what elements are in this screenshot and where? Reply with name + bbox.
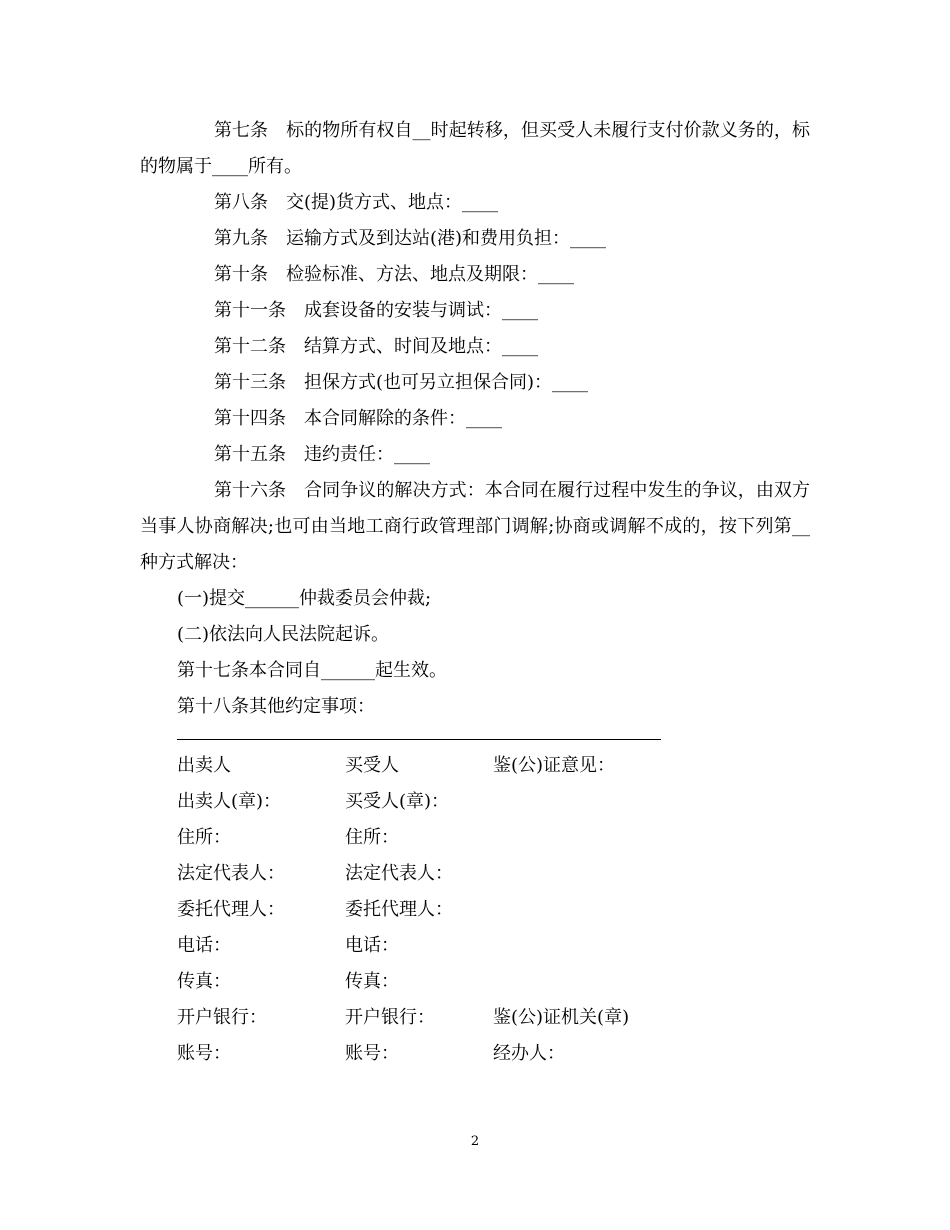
buyer-field: 传真： bbox=[345, 971, 399, 992]
article-11 bbox=[140, 293, 810, 329]
article-text: 运输方式及到达站(港)和费用负担：____ bbox=[286, 228, 607, 249]
option-arbitration: (一)提交______仲裁委员会仲裁; bbox=[177, 588, 432, 609]
article-text: 本合同解除的条件：____ bbox=[304, 408, 502, 429]
notary-field bbox=[493, 820, 693, 856]
article-9 bbox=[140, 221, 810, 257]
seller-field: 开户银行： bbox=[177, 1007, 267, 1028]
notary-field bbox=[493, 784, 693, 820]
seller-field: 住所： bbox=[177, 827, 231, 848]
article-text: 担保方式(也可另立担保合同)：____ bbox=[304, 372, 589, 393]
article-text: 违约责任：____ bbox=[304, 444, 430, 465]
notary-field bbox=[493, 892, 693, 928]
article-10 bbox=[140, 257, 810, 293]
notary-field bbox=[493, 964, 693, 1000]
page-number: 2 bbox=[470, 1134, 480, 1149]
seller-field: 法定代表人： bbox=[177, 863, 285, 884]
signature-row bbox=[177, 748, 810, 784]
article-number: 第十一条 bbox=[214, 300, 286, 321]
article-number: 第十五条 bbox=[214, 444, 286, 465]
article-number: 第十四条 bbox=[214, 408, 286, 429]
article-text: 合同争议的解决方式：本合同在履行过程中发生的争议，由双方当事人协商解决;也可由当地工商行政管理部门调解;协商或调解不成的，按下列第__种方式解决： bbox=[140, 480, 810, 573]
signature-row bbox=[177, 1000, 810, 1036]
article-14 bbox=[140, 401, 810, 437]
article-number: 第八条 bbox=[214, 192, 268, 213]
signature-row bbox=[177, 784, 810, 820]
article-17: 第十七条本合同自______起生效。 bbox=[177, 660, 447, 681]
article-15 bbox=[140, 437, 810, 473]
contract-body bbox=[140, 113, 810, 1072]
notary-field bbox=[493, 856, 693, 892]
article-13 bbox=[140, 365, 810, 401]
notary-field bbox=[493, 928, 693, 964]
article-number: 第九条 bbox=[214, 228, 268, 249]
signature-row bbox=[177, 820, 810, 856]
signature-row bbox=[177, 964, 810, 1000]
signature-row bbox=[177, 856, 810, 892]
buyer-field: 买受人(章)： bbox=[345, 791, 450, 812]
buyer-field: 委托代理人： bbox=[345, 899, 453, 920]
article-12 bbox=[140, 329, 810, 365]
signature-block bbox=[140, 748, 810, 1072]
buyer-field: 开户银行： bbox=[345, 1007, 435, 1028]
article-text: 成套设备的安装与调试：____ bbox=[304, 300, 538, 321]
notary-field: 经办人： bbox=[493, 1043, 565, 1064]
article-number: 第十六条 bbox=[214, 480, 286, 501]
article-text: 标的物所有权自__时起转移，但买受人未履行支付价款义务的，标的物属于____所有。 bbox=[140, 120, 810, 177]
article-text: 交(提)货方式、地点：____ bbox=[286, 192, 499, 213]
option-litigation: (二)依法向人民法院起诉。 bbox=[177, 624, 390, 645]
signature-row bbox=[177, 1036, 810, 1072]
article-number: 第十二条 bbox=[214, 336, 286, 357]
seller-field: 账号： bbox=[177, 1043, 231, 1064]
article-number: 第十三条 bbox=[214, 372, 286, 393]
seller-field: 电话： bbox=[177, 935, 231, 956]
article-16 bbox=[140, 473, 810, 581]
signature-row bbox=[177, 892, 810, 928]
article-7 bbox=[140, 113, 810, 185]
article-18: 第十八条其他约定事项： bbox=[177, 696, 375, 717]
seller-field: 传真： bbox=[177, 971, 231, 992]
article-text: 结算方式、时间及地点：____ bbox=[304, 336, 538, 357]
article-number: 第十条 bbox=[214, 264, 268, 285]
seller-field: 出卖人(章)： bbox=[177, 791, 282, 812]
article-8 bbox=[140, 185, 810, 221]
article-text: 检验标准、方法、地点及期限：____ bbox=[286, 264, 574, 285]
buyer-field: 账号： bbox=[345, 1043, 399, 1064]
blank-fill-line bbox=[177, 739, 661, 740]
signature-row bbox=[177, 928, 810, 964]
buyer-field: 买受人 bbox=[345, 755, 399, 776]
article-number: 第七条 bbox=[214, 120, 268, 141]
buyer-field: 住所： bbox=[345, 827, 399, 848]
seller-field: 委托代理人： bbox=[177, 899, 285, 920]
seller-field: 出卖人 bbox=[177, 755, 231, 776]
notary-field: 鉴(公)证机关(章) bbox=[493, 1007, 630, 1028]
buyer-field: 法定代表人： bbox=[345, 863, 453, 884]
buyer-field: 电话： bbox=[345, 935, 399, 956]
notary-field: 鉴(公)证意见： bbox=[493, 755, 616, 776]
